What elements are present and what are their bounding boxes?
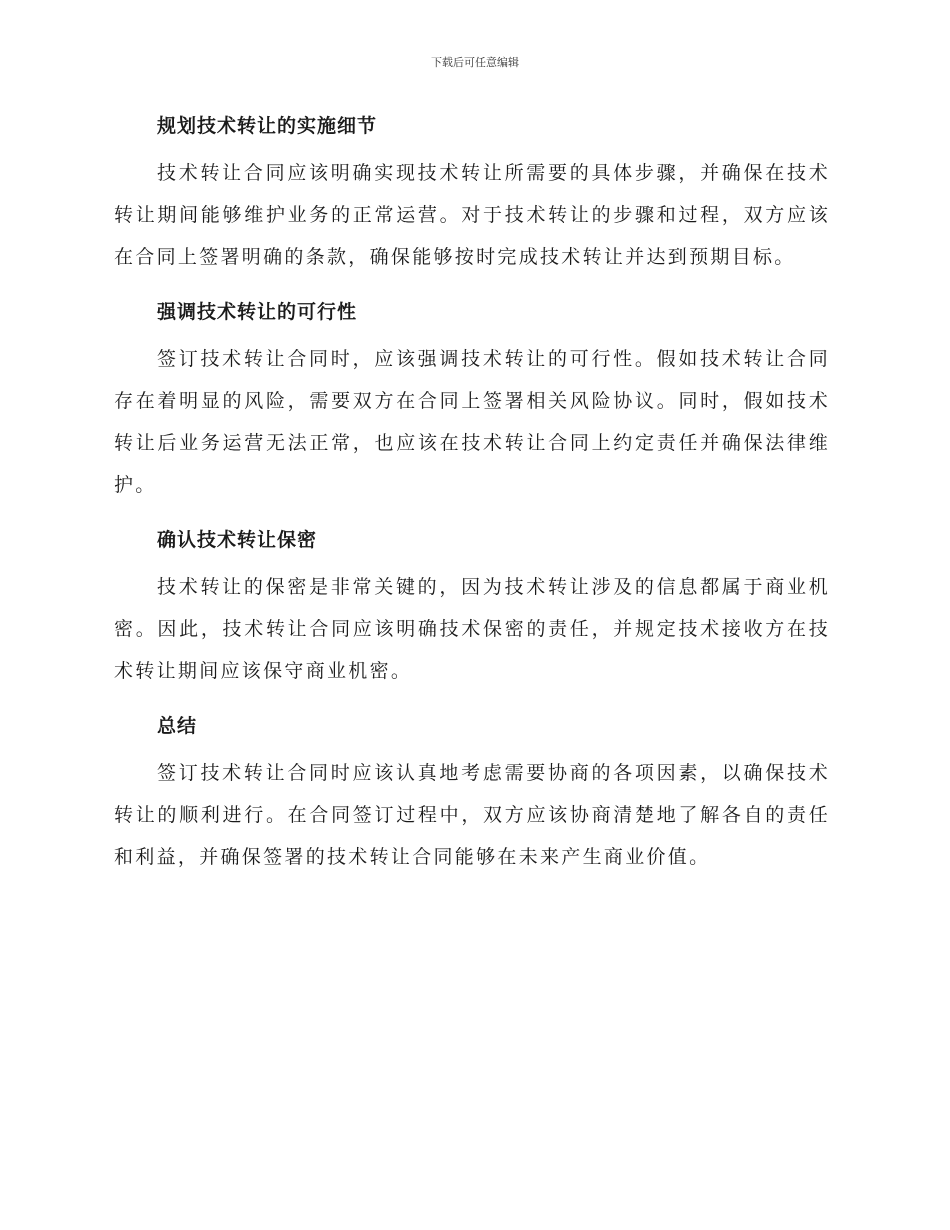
section-heading: 总结 (157, 715, 198, 737)
section-heading: 强调技术转让的可行性 (157, 301, 358, 323)
document-body (114, 110, 830, 896)
section-heading: 规划技术转让的实施细节 (157, 115, 378, 137)
section-feasibility (114, 296, 830, 506)
section-paragraph: 签订技术转让合同时应该认真地考虑需要协商的各项因素，以确保技术转让的顺利进行。在合同签订过程中，双方应该协商清楚地了解各自的责任和利益，并确保签署的技术转让合同能够在未来产生商业价值。 (114, 762, 830, 868)
section-heading: 确认技术转让保密 (157, 529, 318, 551)
section-paragraph: 签订技术转让合同时，应该强调技术转让的可行性。假如技术转让合同存在着明显的风险，需要双方在合同上签署相关风险协议。同时，假如技术转让后业务运营无法正常，也应该在技术转让合同上约定责任并确保法律维护。 (114, 348, 830, 496)
page-header-note: 下载后可任意编辑 (431, 56, 519, 69)
section-summary (114, 710, 830, 878)
section-paragraph: 技术转让合同应该明确实现技术转让所需要的具体步骤，并确保在技术转让期间能够维护业务的正常运营。对于技术转让的步骤和过程，双方应该在合同上签署明确的条款，确保能够按时完成技术转让并达到预期目标。 (114, 162, 830, 268)
section-confidentiality (114, 524, 830, 692)
section-paragraph: 技术转让的保密是非常关键的，因为技术转让涉及的信息都属于商业机密。因此，技术转让合同应该明确技术保密的责任，并规定技术接收方在技术转让期间应该保守商业机密。 (114, 576, 830, 682)
section-implementation-details (114, 110, 830, 278)
